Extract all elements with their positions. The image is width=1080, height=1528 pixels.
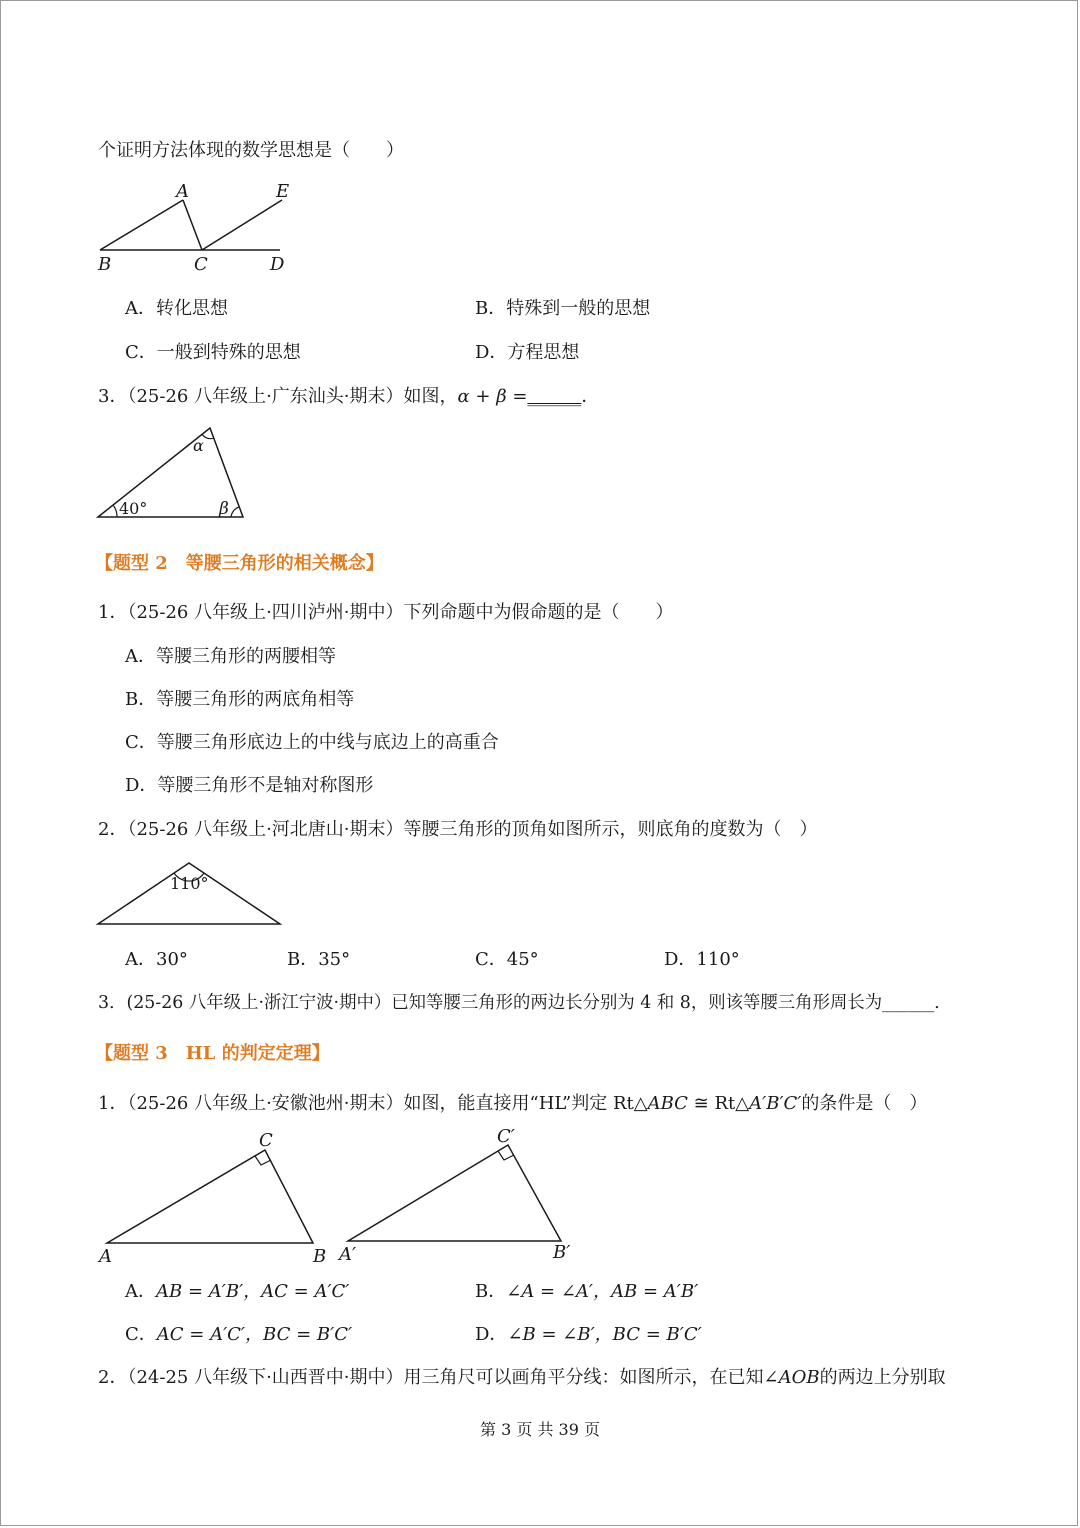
figure-right-triangles <box>95 1125 575 1270</box>
s3q1-option-d <box>475 1324 702 1346</box>
fig4-right-label-a: A′ <box>339 1244 357 1265</box>
s3q1-option-a-label: A． <box>125 1281 156 1302</box>
fig2-arc-beta <box>231 507 239 517</box>
fig1-ba-line <box>100 200 183 250</box>
prev-option-c: C．一般到特殊的思想 <box>125 342 301 363</box>
right-right-triangle <box>337 1126 570 1265</box>
s3q2-suffix: 的两边上分别取 <box>819 1367 946 1388</box>
fig4-right-label-c: C′ <box>497 1126 515 1147</box>
s3q1-prefix: 1．（25-26 八年级上·安徽池州·期末）如图，能直接用“HL”判定 Rt△ <box>98 1093 648 1114</box>
s2q2-option-d: D．110° <box>664 949 740 970</box>
s3q1-option-c-label: C． <box>125 1324 157 1345</box>
q3-source: （25-26 八年级上·广东汕头·期末）如图， <box>127 386 458 407</box>
s3q1-option-b <box>475 1281 698 1303</box>
s2q2-option-c: C．45° <box>475 949 539 970</box>
s3q1-option-b-math: ∠A = ∠A′，AB = A′B′ <box>506 1281 699 1302</box>
s3q1-option-d-label: D． <box>475 1324 508 1345</box>
prev-option-a: A．转化思想 <box>125 298 228 319</box>
s2q2-text: 2．（25-26 八年级上·河北唐山·期末）等腰三角形的顶角如图所示，则底角的度数为（ ） <box>98 819 818 840</box>
fig1-label-d: D <box>270 254 285 275</box>
s2q1-option-a: A．等腰三角形的两腰相等 <box>125 646 336 667</box>
s3q1-option-a-math: AB = A′B′，AC = A′C′ <box>156 1281 350 1302</box>
fig3-label-110: 110° <box>170 874 209 893</box>
prev-option-b: B．特殊到一般的思想 <box>475 298 651 319</box>
fig4-right-label-b: B′ <box>553 1242 571 1263</box>
s3q1-option-c <box>125 1324 352 1346</box>
figure-abcde <box>90 180 300 275</box>
q3-blank: ______ <box>527 386 582 407</box>
s2q1-option-d: D．等腰三角形不是轴对称图形 <box>125 775 374 796</box>
s3q2-line <box>98 1367 946 1389</box>
fig2-label-40: 40° <box>119 499 148 518</box>
fig4-left-label-a: A <box>99 1246 112 1267</box>
q3-line <box>98 386 599 408</box>
s3q1-option-a <box>125 1281 349 1303</box>
q3-number: 3． <box>98 386 128 407</box>
section-2-title: 【题型 2 等腰三角形的相关概念】 <box>95 553 384 574</box>
fig2-arc-40 <box>113 505 117 517</box>
figure-triangle-alpha-beta <box>95 425 255 525</box>
s2q2-option-b: B．35° <box>287 949 351 970</box>
s2q1-option-c: C．等腰三角形底边上的中线与底边上的高重合 <box>125 732 499 753</box>
fig4-left-label-c: C <box>259 1130 273 1151</box>
s3q1-abc: ABC <box>647 1093 688 1114</box>
s3q1-abc2: A′B′C′ <box>749 1093 802 1114</box>
s3q1-mid: ≅ Rt△ <box>687 1093 750 1114</box>
fig4-left-label-b: B <box>313 1246 327 1267</box>
s3q1-line <box>98 1093 927 1115</box>
s3q1-option-c-math: AC = A′C′，BC = B′C′ <box>156 1324 353 1345</box>
q3-math: α + β = <box>457 386 528 407</box>
s2q1-text: 1．（25-26 八年级上·四川泸州·期中）下列命题中为假命题的是（ ） <box>98 602 674 623</box>
fig1-label-a: A <box>176 181 189 202</box>
s3q2-math: ∠AOB <box>763 1367 820 1388</box>
s2q2-option-a: A．30° <box>125 949 188 970</box>
page-footer: 第 3 页 共 39 页 <box>480 1420 600 1439</box>
s3q1-suffix: 的条件是（ ） <box>801 1093 928 1114</box>
s3q1-option-d-math: ∠B = ∠B′，BC = B′C′ <box>507 1324 702 1345</box>
s2q3-text: 3．(25-26 八年级上·浙江宁波·期中）已知等腰三角形的两边长分别为 4 和 8，则该等腰三角形周长为______． <box>98 993 952 1013</box>
figure-isosceles-110 <box>95 858 285 928</box>
s3q1-option-b-label: B． <box>475 1281 507 1302</box>
prev-option-d: D．方程思想 <box>475 342 580 363</box>
fig1-label-b: B <box>98 254 112 275</box>
fig1-ac-line <box>183 200 202 250</box>
fig1-label-e: E <box>276 181 290 202</box>
left-right-triangle <box>97 1130 326 1267</box>
q3-end: ． <box>581 386 600 407</box>
s3q2-text: 2．（24-25 八年级下·山西晋中·期中）用三角尺可以画角平分线：如图所示，在已知 <box>98 1367 764 1388</box>
fig1-label-c: C <box>194 254 208 275</box>
intro-line: 个证明方法体现的数学思想是（ ） <box>98 140 404 161</box>
section-3-title: 【题型 3 HL 的判定定理】 <box>95 1043 330 1064</box>
fig1-ce-line <box>202 200 282 250</box>
fig2-label-alpha: α <box>193 436 204 455</box>
fig2-label-beta: β <box>219 499 229 519</box>
s2q1-option-b: B．等腰三角形的两底角相等 <box>125 689 355 710</box>
